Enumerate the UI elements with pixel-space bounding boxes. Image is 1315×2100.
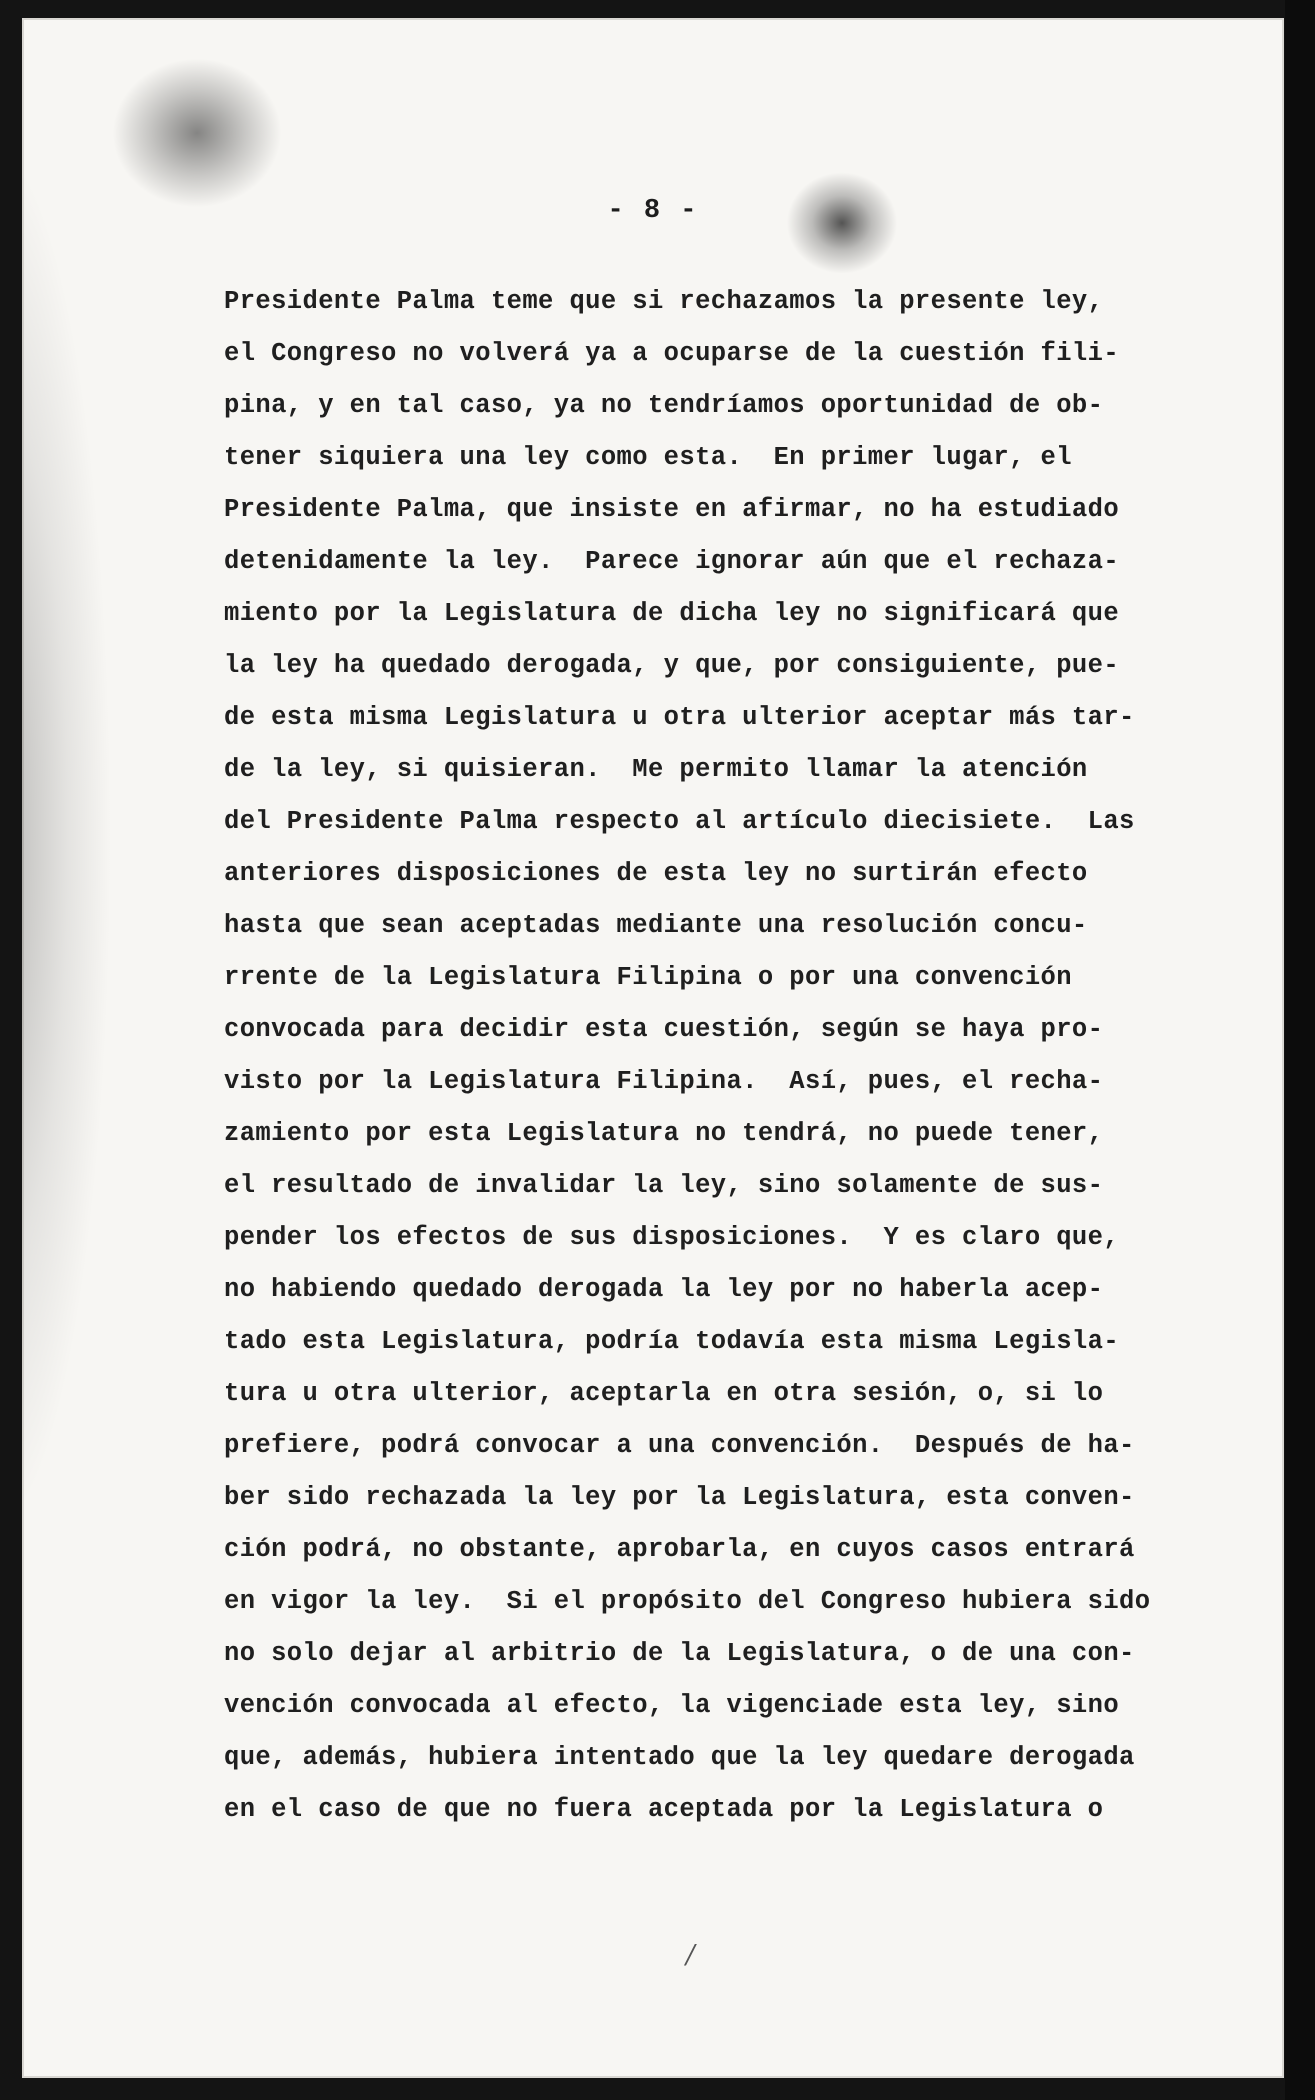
text-line: del Presidente Palma respecto al artículo diecisiete. Las: [224, 807, 1135, 836]
text-line: de la ley, si quisieran. Me permito llamar la atención: [224, 755, 1088, 784]
body-text: [224, 276, 1184, 1836]
text-line: detenidamente la ley. Parece ignorar aún que el rechaza-: [224, 547, 1120, 576]
text-line: tura u otra ulterior, aceptarla en otra sesión, o, si lo: [224, 1379, 1104, 1408]
text-line: ber sido rechazada la ley por la Legislatura, esta conven-: [224, 1483, 1135, 1512]
ink-smudge-top-left: [112, 58, 282, 208]
text-line: en el caso de que no fuera aceptada por la Legislatura o: [224, 1795, 1104, 1824]
pencil-mark: /: [686, 1940, 695, 1970]
text-line: pina, y en tal caso, ya no tendríamos oportunidad de ob-: [224, 391, 1104, 420]
text-line: Presidente Palma, que insiste en afirmar, no ha estudiado: [224, 495, 1120, 524]
text-line: de esta misma Legislatura u otra ulterior aceptar más tar-: [224, 703, 1135, 732]
text-line: el resultado de invalidar la ley, sino solamente de sus-: [224, 1171, 1104, 1200]
text-line: vención convocada al efecto, la vigenciade esta ley, sino: [224, 1691, 1120, 1720]
text-line: miento por la Legislatura de dicha ley no significará que: [224, 599, 1120, 628]
scanner-edge: [1285, 0, 1315, 2100]
document-page: [22, 18, 1284, 2078]
text-line: el Congreso no volverá ya a ocuparse de la cuestión fili-: [224, 339, 1120, 368]
text-line: convocada para decidir esta cuestión, según se haya pro-: [224, 1015, 1104, 1044]
text-line: en vigor la ley. Si el propósito del Congreso hubiera sido: [224, 1587, 1151, 1616]
text-line: anteriores disposiciones de esta ley no surtirán efecto: [224, 859, 1088, 888]
text-line: no solo dejar al arbitrio de la Legislatura, o de una con-: [224, 1639, 1135, 1668]
text-line: pender los efectos de sus disposiciones. Y es claro que,: [224, 1223, 1120, 1252]
text-line: no habiendo quedado derogada la ley por no haberla acep-: [224, 1275, 1104, 1304]
text-line: rrente de la Legislatura Filipina o por una convención: [224, 963, 1072, 992]
text-line: tener siquiera una ley como esta. En primer lugar, el: [224, 443, 1072, 472]
text-line: ción podrá, no obstante, aprobarla, en cuyos casos entrará: [224, 1535, 1135, 1564]
text-line: hasta que sean aceptadas mediante una resolución concu-: [224, 911, 1088, 940]
text-line: tado esta Legislatura, podría todavía esta misma Legisla-: [224, 1327, 1120, 1356]
text-line: prefiere, podrá convocar a una convención. Después de ha-: [224, 1431, 1135, 1460]
text-line: la ley ha quedado derogada, y que, por consiguiente, pue-: [224, 651, 1120, 680]
text-line: Presidente Palma teme que si rechazamos la presente ley,: [224, 287, 1104, 316]
left-edge-shadow: [22, 138, 112, 1538]
text-line: visto por la Legislatura Filipina. Así, pues, el recha-: [224, 1067, 1104, 1096]
page-number: - 8 -: [607, 196, 699, 226]
text-line: que, además, hubiera intentado que la ley quedare derogada: [224, 1743, 1135, 1772]
text-line: zamiento por esta Legislatura no tendrá, no puede tener,: [224, 1119, 1104, 1148]
